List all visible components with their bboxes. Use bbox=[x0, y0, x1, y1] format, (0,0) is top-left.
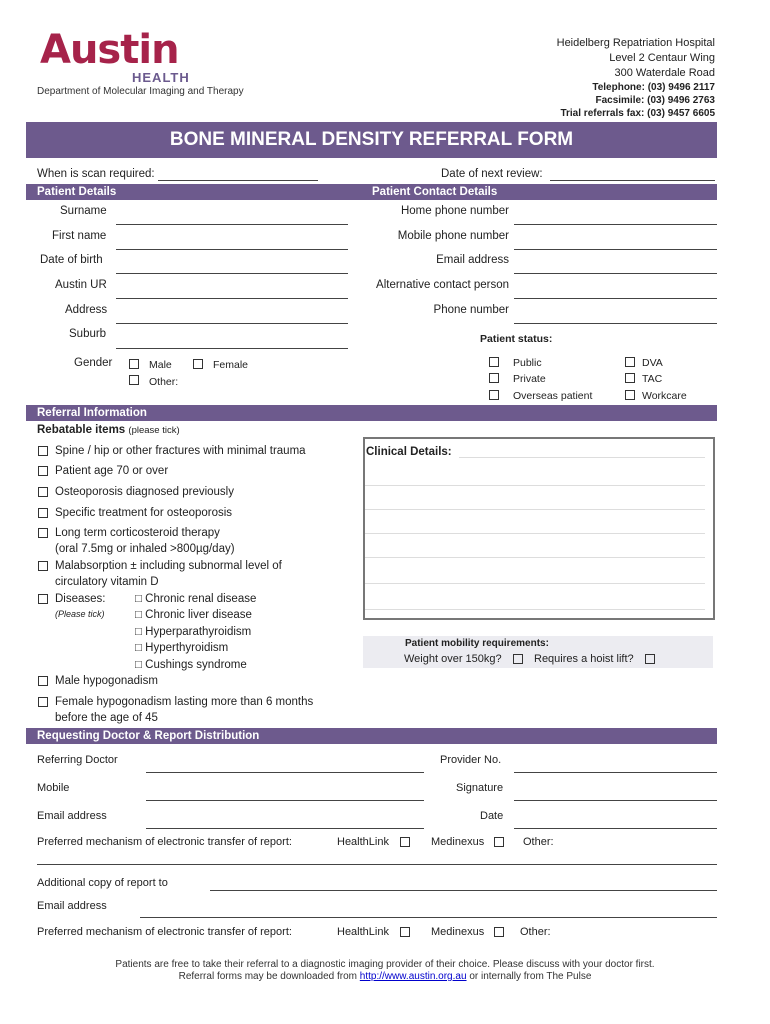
trial-fax: Trial referrals fax: (03) 9457 6605 bbox=[560, 108, 715, 119]
alt-contact-field[interactable] bbox=[514, 298, 717, 299]
additional-email-field[interactable] bbox=[140, 917, 717, 918]
address-line-3: 300 Waterdale Road bbox=[614, 67, 715, 79]
item-cortico-label: Long term corticosteroid therapy bbox=[55, 527, 220, 539]
medinexus-checkbox[interactable] bbox=[494, 837, 504, 847]
address-line-2: Level 2 Centaur Wing bbox=[609, 52, 715, 64]
address-label: Address bbox=[65, 304, 108, 316]
address-field[interactable] bbox=[116, 323, 348, 324]
female-checkbox[interactable] bbox=[193, 359, 203, 369]
email-field[interactable] bbox=[514, 273, 717, 274]
additional-copy-field[interactable] bbox=[210, 890, 717, 891]
male-label: Male bbox=[149, 359, 172, 371]
disease-liver[interactable]: □ Chronic liver disease bbox=[135, 609, 252, 621]
private-label: Private bbox=[513, 373, 546, 385]
patient-details-heading: Patient Details bbox=[37, 186, 117, 198]
surname-field[interactable] bbox=[116, 224, 348, 225]
date-field[interactable] bbox=[514, 828, 717, 829]
medinexus-label: Medinexus bbox=[431, 836, 485, 848]
other-mechanism-label-2: Other: bbox=[520, 926, 551, 938]
doctor-mobile-field[interactable] bbox=[146, 800, 424, 801]
disease-renal[interactable]: □ Chronic renal disease bbox=[135, 593, 257, 605]
signature-label: Signature bbox=[456, 782, 504, 794]
email-label: Email address bbox=[436, 254, 509, 266]
item-male-hypo-checkbox[interactable] bbox=[38, 676, 48, 686]
first-name-field[interactable] bbox=[116, 249, 348, 250]
clinical-details-label: Clinical Details: bbox=[366, 446, 452, 458]
item-fracture-checkbox[interactable] bbox=[38, 446, 48, 456]
mobile-phone-field[interactable] bbox=[514, 249, 717, 250]
referring-doctor-label: Referring Doctor bbox=[37, 754, 118, 766]
gender-label: Gender bbox=[74, 357, 113, 369]
disease-hyperpara[interactable]: □ Hyperparathyroidism bbox=[135, 626, 252, 638]
medinexus-checkbox-2[interactable] bbox=[494, 927, 504, 937]
private-checkbox[interactable] bbox=[489, 373, 499, 383]
disease-hyperthyroid[interactable]: □ Hyperthyroidism bbox=[135, 642, 229, 654]
item-osteo-treat-checkbox[interactable] bbox=[38, 508, 48, 518]
referral-heading: Referral Information bbox=[26, 405, 717, 421]
male-checkbox[interactable] bbox=[129, 359, 139, 369]
alt-contact-label: Alternative contact person bbox=[376, 279, 509, 291]
referring-doctor-field[interactable] bbox=[146, 772, 424, 773]
item-age-label: Patient age 70 or over bbox=[55, 465, 169, 477]
dva-label: DVA bbox=[642, 357, 663, 369]
preferred-mechanism-label: Preferred mechanism of electronic transfer of report: bbox=[37, 836, 292, 848]
item-diseases-checkbox[interactable] bbox=[38, 594, 48, 604]
item-osteo-treat-label: Specific treatment for osteoporosis bbox=[55, 507, 233, 519]
contact-details-heading: Patient Contact Details bbox=[372, 186, 498, 198]
department-name: Department of Molecular Imaging and Therapy bbox=[37, 86, 244, 97]
overseas-label: Overseas patient bbox=[513, 390, 593, 402]
item-fracture-label: Spine / hip or other fractures with minimal trauma bbox=[55, 445, 306, 457]
healthlink-checkbox[interactable] bbox=[400, 837, 410, 847]
item-malabsorption-checkbox[interactable] bbox=[38, 561, 48, 571]
facsimile: Facsimile: (03) 9496 2763 bbox=[595, 95, 715, 106]
details-header-bar bbox=[26, 184, 717, 200]
doctor-email-field[interactable] bbox=[146, 828, 424, 829]
austin-logo-sub: HEALTH bbox=[132, 70, 190, 85]
workcare-label: Workcare bbox=[642, 390, 687, 402]
doctor-heading: Requesting Doctor & Report Distribution bbox=[26, 728, 717, 744]
public-checkbox[interactable] bbox=[489, 357, 499, 367]
clinical-details-box[interactable] bbox=[363, 437, 715, 620]
public-label: Public bbox=[513, 357, 542, 369]
item-female-hypo-checkbox[interactable] bbox=[38, 697, 48, 707]
weight-checkbox[interactable] bbox=[513, 654, 523, 664]
other-gender-checkbox[interactable] bbox=[129, 375, 139, 385]
item-age-checkbox[interactable] bbox=[38, 466, 48, 476]
other-mechanism-field[interactable] bbox=[37, 864, 717, 865]
additional-copy-label: Additional copy of report to bbox=[37, 877, 168, 889]
female-label: Female bbox=[213, 359, 249, 371]
footer-line-2: Referral forms may be downloaded from http://www.austin.org.au or internally from The Pulse bbox=[178, 971, 592, 982]
workcare-checkbox[interactable] bbox=[625, 390, 635, 400]
hoist-label: Requires a hoist lift? bbox=[534, 653, 634, 665]
dva-checkbox[interactable] bbox=[625, 357, 635, 367]
telephone: Telephone: (03) 9496 2117 bbox=[592, 82, 715, 93]
surname-label: Surname bbox=[60, 205, 107, 217]
austin-website-link[interactable]: http://www.austin.org.au bbox=[359, 971, 467, 982]
item-female-hypo-label: Female hypogonadism lasting more than 6 months bbox=[55, 696, 314, 708]
tac-label: TAC bbox=[642, 373, 663, 385]
item-diseases-label: Diseases: bbox=[55, 593, 106, 605]
healthlink-checkbox-2[interactable] bbox=[400, 927, 410, 937]
item-osteo-diag-label: Osteoporosis diagnosed previously bbox=[55, 486, 234, 498]
home-phone-label: Home phone number bbox=[400, 205, 509, 217]
austin-ur-field[interactable] bbox=[116, 298, 348, 299]
disease-cushings[interactable]: □ Cushings syndrome bbox=[135, 659, 247, 671]
item-cortico-checkbox[interactable] bbox=[38, 528, 48, 538]
item-cortico-detail: (oral 7.5mg or inhaled >800µg/day) bbox=[55, 543, 235, 555]
please-tick-note: (Please tick) bbox=[55, 609, 105, 619]
tac-checkbox[interactable] bbox=[625, 373, 635, 383]
item-female-hypo-detail: before the age of 45 bbox=[55, 712, 158, 724]
mobile-phone-label: Mobile phone number bbox=[397, 230, 509, 242]
form-title: BONE MINERAL DENSITY REFERRAL FORM bbox=[26, 122, 717, 158]
home-phone-field[interactable] bbox=[514, 224, 717, 225]
rebatable-items-label: Rebatable items (please tick) bbox=[37, 424, 180, 436]
healthlink-label: HealthLink bbox=[337, 836, 389, 848]
additional-email-label: Email address bbox=[37, 900, 107, 912]
provider-field[interactable] bbox=[514, 772, 717, 773]
phone-field[interactable] bbox=[514, 323, 717, 324]
footer-line-1: Patients are free to take their referral to a diagnostic imaging provider of their choice. Please discuss with your doctor first. bbox=[115, 959, 655, 970]
mobility-title: Patient mobility requirements: bbox=[405, 638, 549, 649]
healthlink-label-2: HealthLink bbox=[337, 926, 389, 938]
medinexus-label-2: Medinexus bbox=[431, 926, 485, 938]
doctor-mobile-label: Mobile bbox=[37, 782, 70, 794]
first-name-label: First name bbox=[52, 230, 107, 242]
dob-field[interactable] bbox=[116, 273, 348, 274]
phone-label: Phone number bbox=[433, 304, 509, 316]
scan-required-label: When is scan required: bbox=[37, 168, 155, 180]
weight-label: Weight over 150kg? bbox=[404, 653, 502, 665]
preferred-mechanism-label-2: Preferred mechanism of electronic transfer of report: bbox=[37, 926, 292, 938]
next-review-field[interactable] bbox=[550, 180, 715, 181]
other-gender-label: Other: bbox=[149, 376, 179, 388]
suburb-label: Suburb bbox=[69, 328, 107, 340]
mobility-box bbox=[363, 636, 713, 668]
overseas-checkbox[interactable] bbox=[489, 390, 499, 400]
next-review-label: Date of next review: bbox=[441, 168, 543, 180]
address-line-1: Heidelberg Repatriation Hospital bbox=[556, 37, 715, 49]
provider-label: Provider No. bbox=[440, 754, 502, 766]
item-osteo-diag-checkbox[interactable] bbox=[38, 487, 48, 497]
item-malabsorption-detail: circulatory vitamin D bbox=[55, 576, 159, 588]
signature-field[interactable] bbox=[514, 800, 717, 801]
date-label: Date bbox=[480, 810, 504, 822]
patient-status-label: Patient status: bbox=[480, 333, 553, 345]
scan-required-field[interactable] bbox=[158, 180, 318, 181]
dob-label: Date of birth bbox=[40, 254, 103, 266]
austin-ur-label: Austin UR bbox=[55, 279, 107, 291]
item-male-hypo-label: Male hypogonadism bbox=[55, 675, 158, 687]
other-mechanism-label: Other: bbox=[523, 836, 554, 848]
doctor-email-label: Email address bbox=[37, 810, 107, 822]
hoist-checkbox[interactable] bbox=[645, 654, 655, 664]
austin-logo: Austin bbox=[40, 27, 179, 73]
suburb-field[interactable] bbox=[116, 348, 348, 349]
item-malabsorption-label: Malabsorption ± including subnormal level of bbox=[55, 560, 282, 572]
